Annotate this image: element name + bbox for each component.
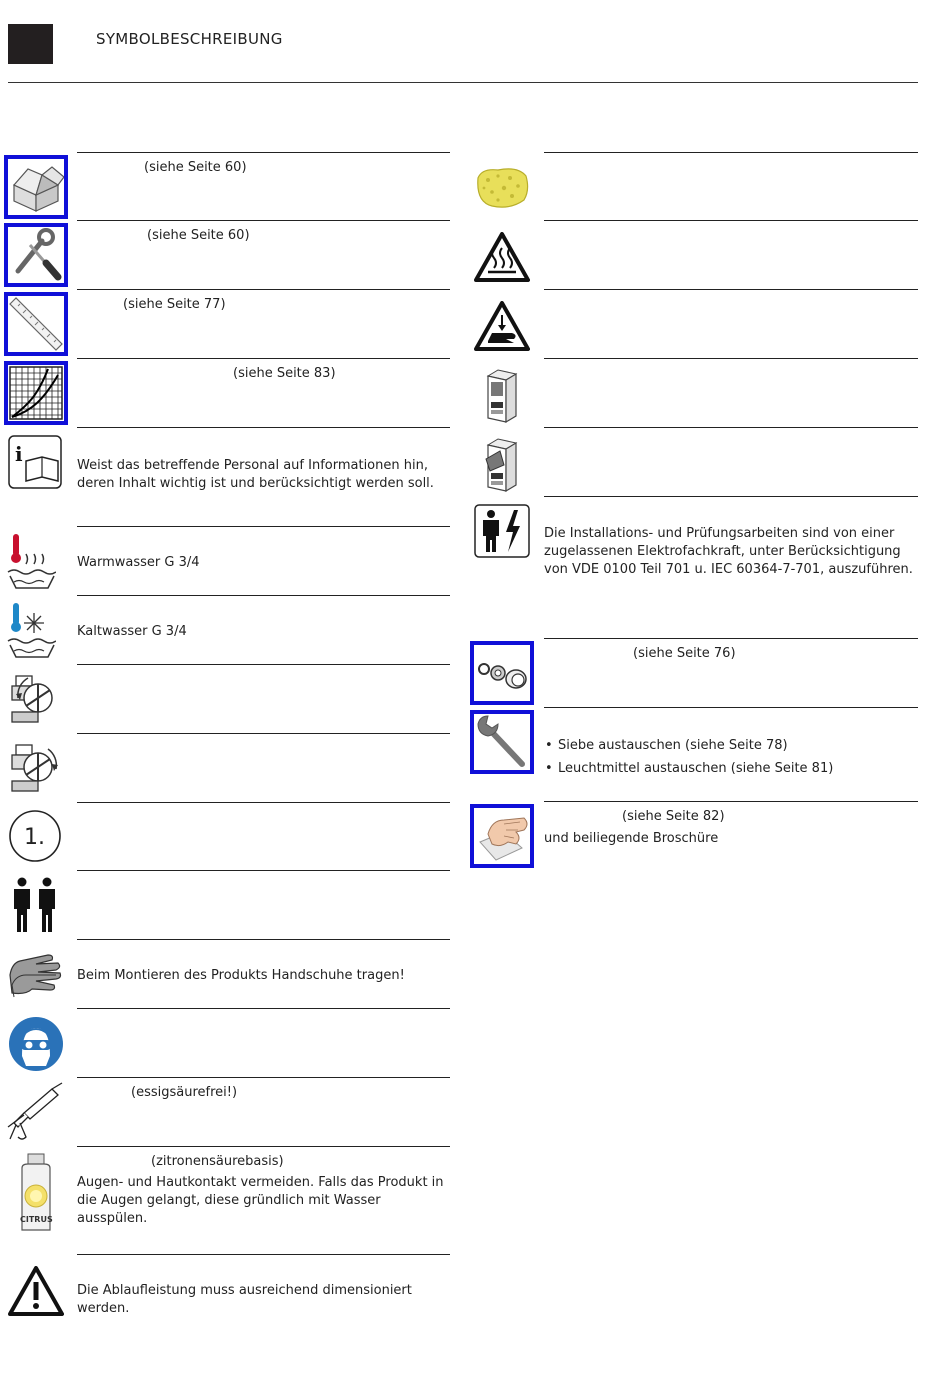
row-divider xyxy=(544,220,918,221)
symbol-text: (zitronensäurebasis) xyxy=(151,1154,284,1169)
symbol-text: (siehe Seite 76) xyxy=(633,646,736,661)
symbol-row-sealant xyxy=(0,1077,460,1146)
electrician-icon xyxy=(474,504,530,562)
symbol-row-parts xyxy=(0,638,930,707)
symbol-row-gloves xyxy=(0,939,460,1008)
two-persons-icon xyxy=(10,876,60,938)
svg-text:i: i xyxy=(15,442,23,466)
symbol-text: (essigsäurefrei!) xyxy=(131,1085,238,1100)
row-divider xyxy=(77,1008,450,1009)
maintenance-bullet: • Leuchtmittel austauschen (siehe Seite 81) xyxy=(544,760,930,778)
row-divider xyxy=(77,1254,450,1255)
symbol-row-switch-off xyxy=(0,427,930,496)
row-divider xyxy=(544,801,918,802)
symbol-row-cleaner xyxy=(0,1146,460,1254)
symbol-text: Warmwasser G 3/4 xyxy=(77,555,200,570)
symbol-row-hand-crush xyxy=(0,289,930,358)
row-divider xyxy=(544,358,918,359)
symbol-row-two-persons xyxy=(0,870,460,939)
row-divider xyxy=(77,1146,450,1147)
symbol-text: (siehe Seite 60) xyxy=(147,228,250,243)
symbol-text: Beim Montieren des Produkts Handschuhe tragen! xyxy=(77,968,405,983)
symbol-row-warning xyxy=(0,1254,460,1334)
symbol-text: Weist das betreffende Personal auf Informationen hin, deren Inhalt wichtig ist und berücksichtigt werden soll. xyxy=(77,458,434,491)
symbol-text-detail: Augen- und Hautkontakt vermeiden. Falls das Produkt in die Augen gelangt, diese gründlich mit Wasser ausspülen. xyxy=(77,1175,444,1226)
svg-text:1.: 1. xyxy=(24,825,45,850)
row-divider xyxy=(544,707,918,708)
row-divider xyxy=(77,1077,450,1078)
citrus-cleaner-icon xyxy=(16,1152,56,1238)
sponge-icon xyxy=(474,164,530,214)
symbol-text: Die Ablaufleistung muss ausreichend dimensioniert werden. xyxy=(77,1283,412,1316)
symbol-text: (siehe Seite 77) xyxy=(123,297,226,312)
symbol-text: (siehe Seite 82) xyxy=(622,809,725,824)
symbol-row-electrician xyxy=(0,496,930,638)
maintenance-bullet: • Siebe austauschen (siehe Seite 78) xyxy=(544,737,930,755)
switch-on-icon xyxy=(484,366,520,428)
row-divider xyxy=(544,152,918,153)
page-title: SYMBOLBESCHREIBUNG xyxy=(96,30,283,48)
symbol-row-maintenance xyxy=(0,707,930,801)
gloves-icon xyxy=(6,945,64,1007)
row-divider xyxy=(544,427,918,428)
symbol-text-detail: und beiliegende Broschüre xyxy=(544,831,719,846)
chapter-marker xyxy=(8,24,53,64)
warning-triangle-icon xyxy=(8,1266,64,1320)
wrench-icon xyxy=(470,710,534,774)
header-divider xyxy=(8,82,918,83)
symbol-text: Kaltwasser G 3/4 xyxy=(77,624,187,639)
symbol-text: (siehe Seite 83) xyxy=(233,366,336,381)
symbol-row-switch-on xyxy=(0,358,930,427)
row-divider xyxy=(544,289,918,290)
symbol-row-goggles xyxy=(0,1008,460,1077)
safety-goggles-icon xyxy=(8,1016,64,1076)
symbol-row-sponge xyxy=(0,152,930,220)
symbol-text: (siehe Seite 60) xyxy=(144,160,247,175)
caulking-gun-icon xyxy=(6,1081,64,1147)
switch-off-icon xyxy=(484,435,520,497)
hand-crush-warning-icon xyxy=(474,301,530,355)
svg-text:CITRUS: CITRUS xyxy=(20,1215,53,1224)
symbol-row-cleaning xyxy=(0,801,930,871)
row-divider xyxy=(544,496,918,497)
parts-icon xyxy=(470,641,534,705)
symbol-row-hot-surface xyxy=(0,220,930,289)
row-divider xyxy=(77,939,450,940)
row-divider xyxy=(544,638,918,639)
hot-surface-warning-icon xyxy=(474,232,530,286)
symbol-text: Die Installations- und Prüfungsarbeiten sind von einer zugelassenen Elektrofachkraft, unter Berücksichtigung von VDE 0100 Teil 701 u. IEC 60364-7-701, auszuführen. xyxy=(544,526,913,577)
cleaning-cloth-icon xyxy=(470,804,534,868)
